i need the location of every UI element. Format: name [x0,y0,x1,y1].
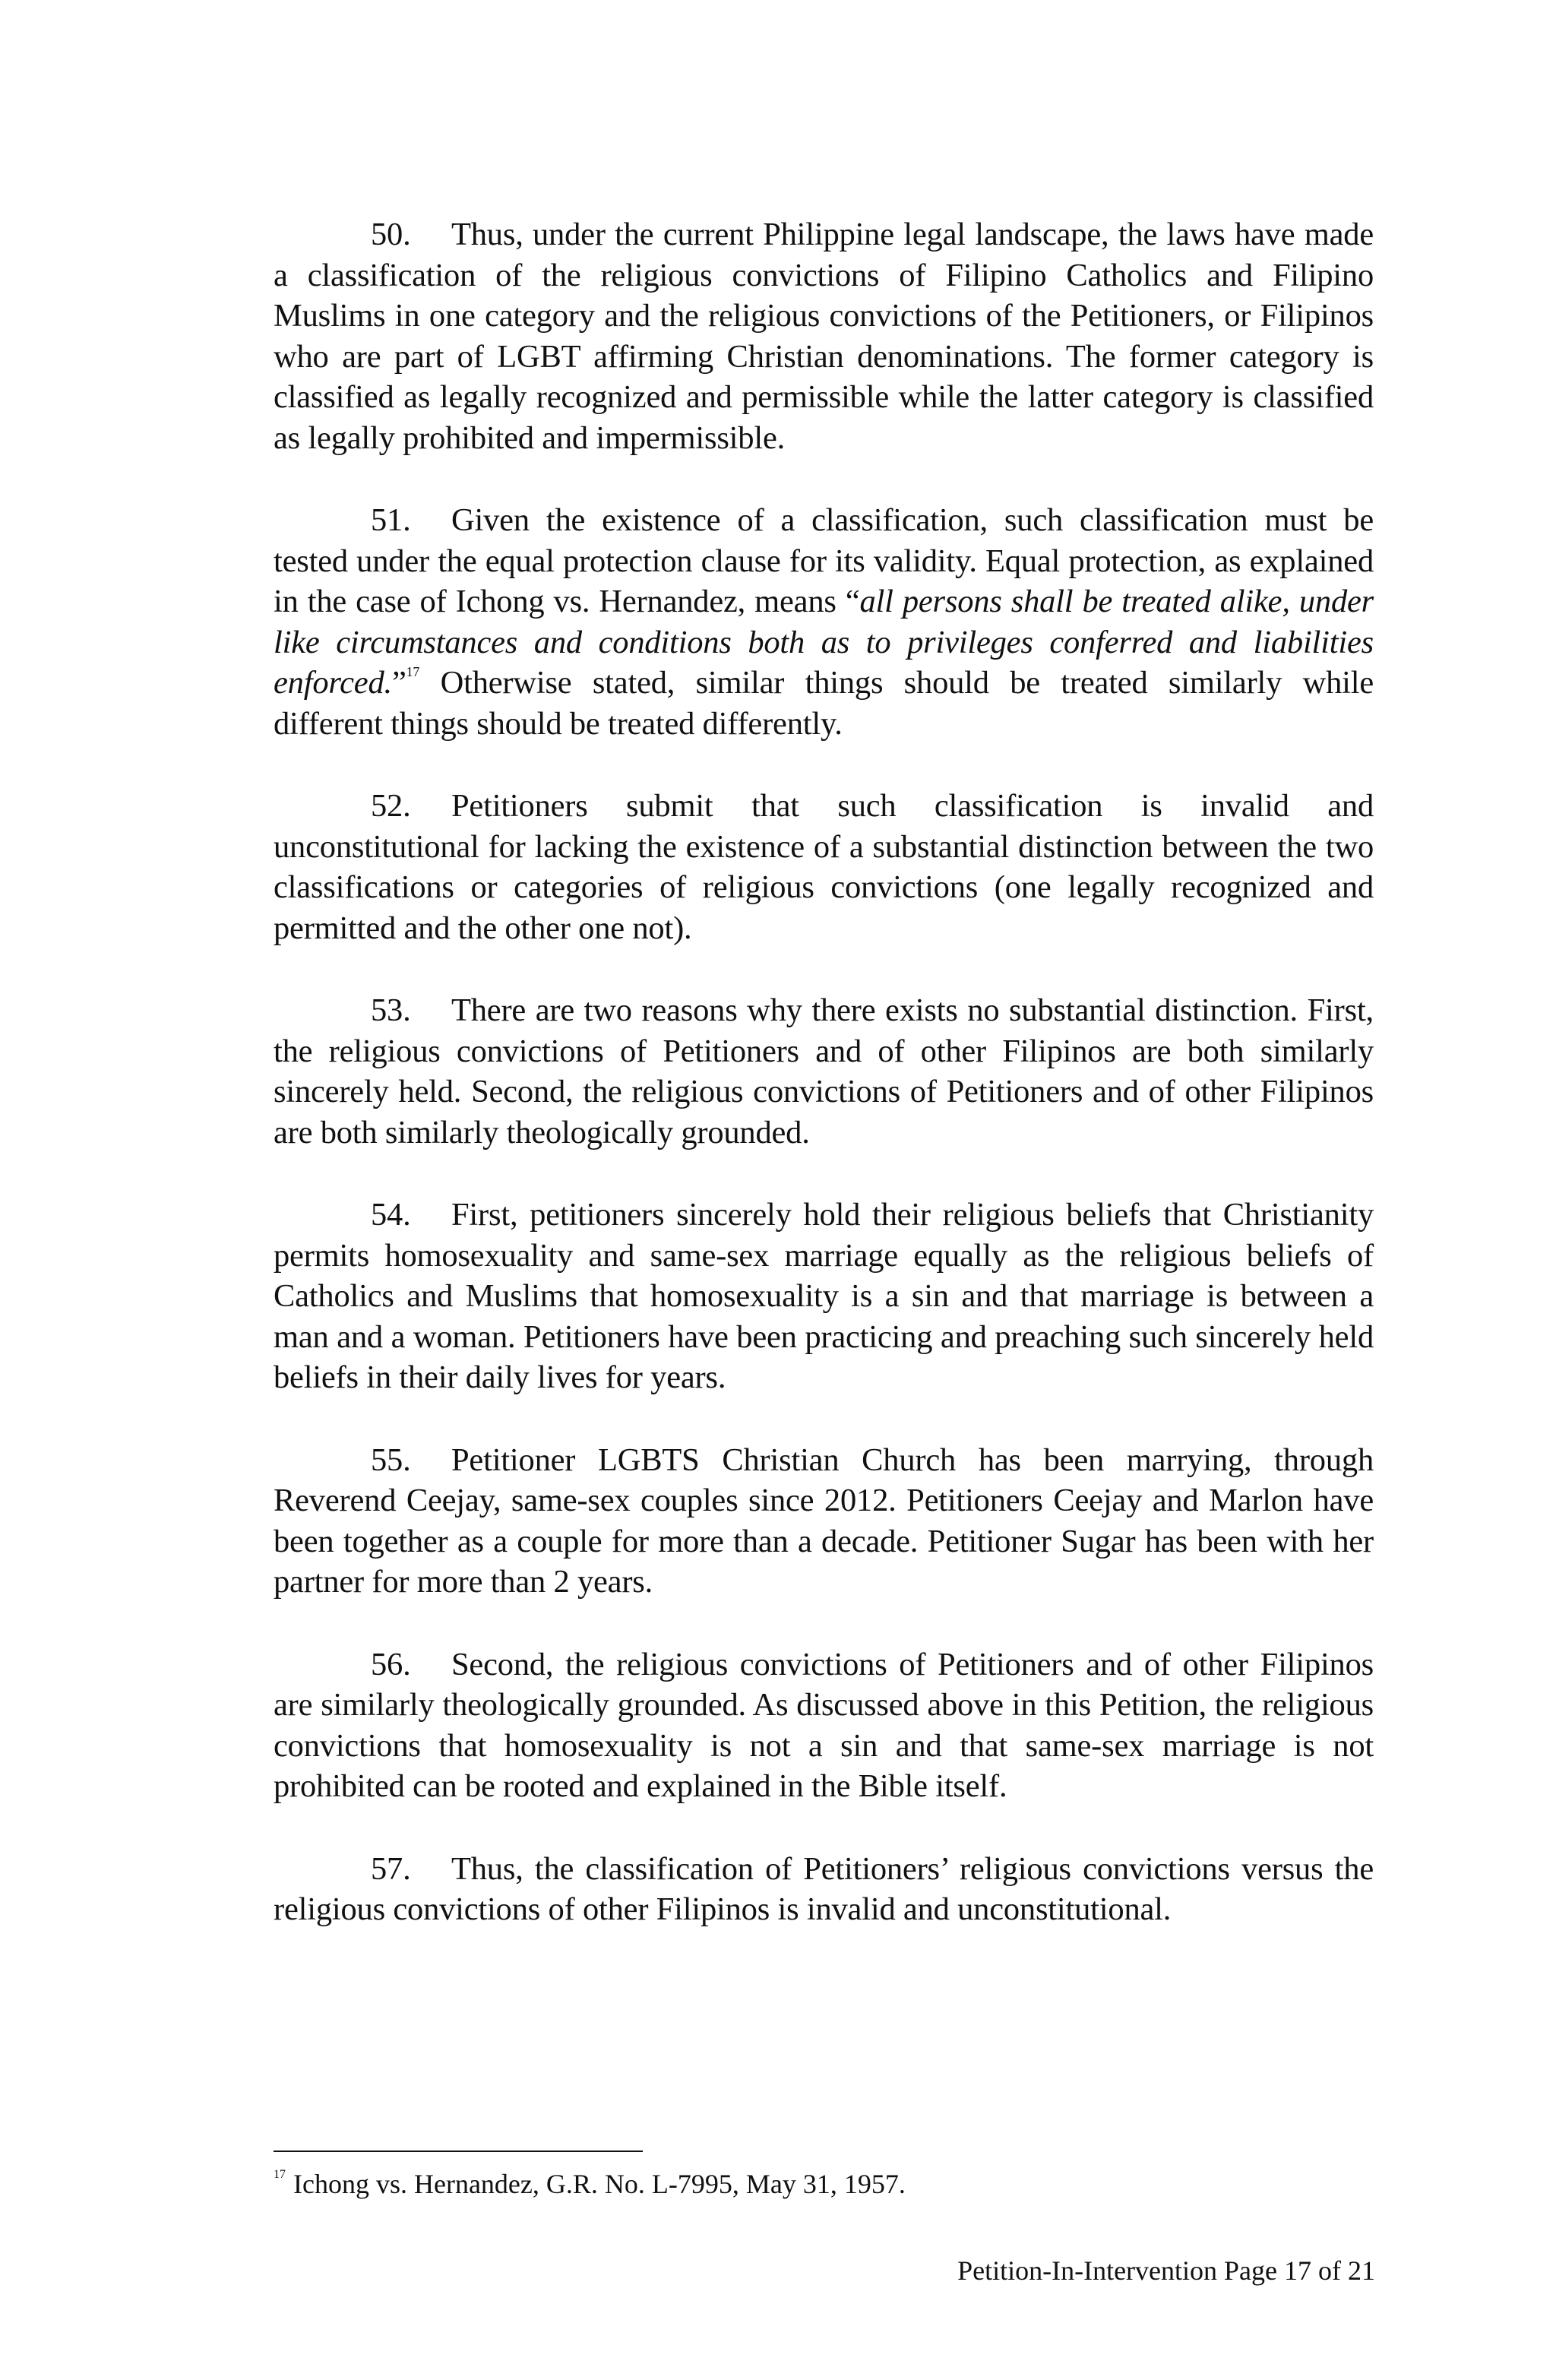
paragraph-54 [274,1195,1374,1398]
paragraph-52 [274,786,1374,948]
paragraph-51 [274,500,1374,744]
closing-quote: ” [391,665,406,701]
paragraph-text: Petitioner LGBTS Christian Church has been marrying, through Reverend Ceejay, same-sex couples since 2012. Petitioners Ceejay and Marlon have been together as a couple for more than a decade. Petitioner Sugar has been with her partner for more than 2 years. [274,1442,1374,1600]
paragraph-57 [274,1849,1374,1930]
paragraph-text: Thus, under the current Philippine legal landscape, the laws have made a classification of the religious convictions of Filipino Catholics and Filipino Muslims in one category and the religious convictions of the Petitioners, or Filipinos who are part of LGBT affirming Christian denominations. The former category is classified as legally recognized and permissible while the latter category is classified as legally prohibited and impermissible. [274,217,1374,456]
paragraph-55 [274,1440,1374,1603]
quoted-text: all persons shall be treated alike, under like circumstances and conditions both as to privileges conferred and liabilities enforced. [274,584,1374,701]
footnote-text: Ichong vs. Hernandez, G.R. No. L-7995, May 31, 1957. [293,2169,906,2199]
paragraph-number: 51. [371,502,411,538]
paragraph-text: Second, the religious convictions of Petitioners and of other Filipinos are similarly theologically grounded. As discussed above in this Petition, the religious convictions that homosexuality is not a sin and that same-sex marriage is not prohibited can be rooted and explained in the Bible itself. [274,1646,1374,1804]
paragraph-number: 52. [371,788,411,824]
footnote-separator [274,2151,643,2152]
paragraph-text: There are two reasons why there exists no substantial distinction. First, the religious convictions of Petitioners and of other Filipinos are both similarly sincerely held. Second, the religious convictions of Petitioners and of other Filipinos are both similarly theologically grounded. [274,992,1374,1150]
page-footer: Petition-In-Intervention Page 17 of 21 [957,2255,1375,2286]
paragraph-number: 55. [371,1442,411,1478]
paragraph-number: 50. [371,217,411,252]
footnote-17 [274,2167,1374,2201]
paragraph-text-continued: Otherwise stated, similar things should be treated similarly while different things should be treated differently. [274,665,1374,742]
paragraph-number: 57. [371,1850,411,1887]
paragraph-text: Given the existence of a classification, such classification must be tested under the equal protection clause for its validity. Equal protection, as explained in the case of Ichong vs. Hernandez, means “ [274,502,1374,619]
paragraph-text: Thus, the classification of Petitioners’ religious convictions versus the religious convictions of other Filipinos is invalid and unconstitutional. [274,1850,1374,1927]
paragraph-text: Petitioners submit that such classification is invalid and unconstitutional for lacking the existence of a substantial distinction between the two classifications or categories of religious convictions (one legally recognized and permitted and the other one not). [274,788,1374,946]
body-text [274,214,1374,1972]
paragraph-56 [274,1644,1374,1807]
paragraph-text: First, petitioners sincerely hold their religious beliefs that Christianity permits homosexuality and same-sex marriage equally as the religious beliefs of Catholics and Muslims that homosexuality is a sin and that marriage is between a man and a woman. Petitioners have been practicing and preaching such sincerely held beliefs in their daily lives for years. [274,1197,1374,1395]
footnote-number: 17 [274,2168,286,2181]
paragraph-53 [274,990,1374,1153]
paragraph-number: 54. [371,1197,411,1233]
footnote-reference: 17 [406,664,420,679]
paragraph-number: 53. [371,992,411,1028]
paragraph-number: 56. [371,1646,411,1682]
paragraph-50 [274,214,1374,458]
